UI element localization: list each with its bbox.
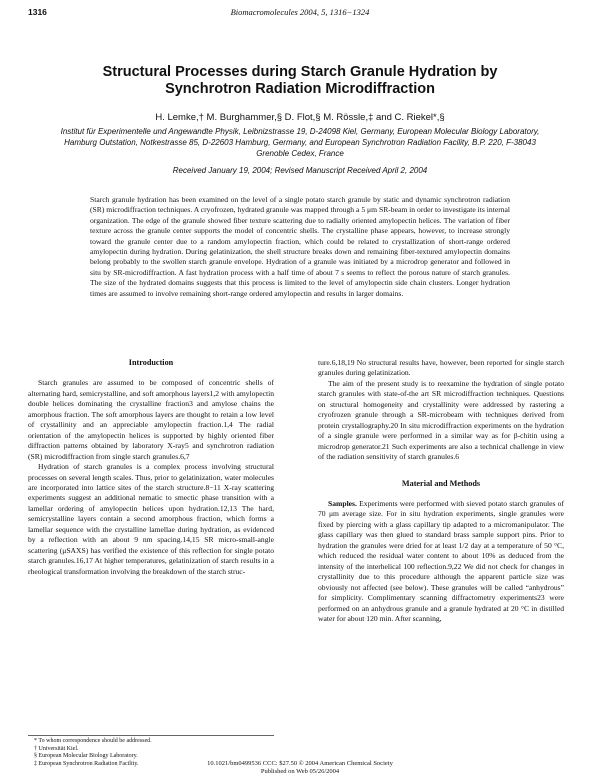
- samples-text: Experiments were performed with sieved potato starch granules of 70 μm average size. For in situ hydration experiments, single granules were fixed by piercing with a glass capillary tip adapted to a micromanipulator. The glass capillary was then glued to standard brass sample support pins. Prior to hydration the granules were dried for at least 1/2 day at a temperature of 50 °C, which reduced the residual water content to about 10% as deduced from the intensity of the interhelical 100 reflection.9,22 We did not check for changes in crystallinity due to this procedure although the apparent particle size was obviously not affected (see below). These granules will be called “anhydrous” for simplicity. Complimentary scanning diffractometry experiments23 were performed on an anhydrous granule and a granule hydrated at 20 °C in distilled water for about 120 min. After scanning,: [318, 498, 565, 623]
- article-title: Structural Processes during Starch Granule Hydration by Synchrotron Radiation Microdiffraction: [102, 64, 498, 97]
- footnote: † Universität Kiel.: [34, 745, 79, 752]
- footnote: § European Molecular Biology Laboratory.: [34, 753, 138, 760]
- left-column: [28, 358, 274, 577]
- paragraph: Starch granules are assumed to be composed of concentric shells of alternating hard, semicrystalline, and soft amorphous layers1,2 with amylopectin double helices dominating the crystalline fraction3 and amylose chains the amorphous fraction. The soft amorphous layers are thought to retain a low level of crystallinity and an appreciable amylopectin fraction.1,4 The radial orientation of the amylopectin helices is supported by highly oriented fiber diffraction patterns obtained by laboratory X-ray5 and synchrotron radiation (SR) microdiffraction from single starch granules.6,7: [28, 378, 274, 461]
- abstract: Starch granule hydration has been examined on the level of a single potato starch granule by static and dynamic synchrotron radiation (SR) microdiffraction techniques. A cryofrozen, hydrated granule was mapped through a 5 μm SR-beam in order to investigate its internal organization. The edge of the granule showed fiber texture scattering due to radially oriented amylopectin helices. The variation of fiber texture across the granule center supports the model of concentric shells. The crystalline phase appears, however, to increase strongly toward the granule center due to a random amylopectin fraction, which could be related to crystallization of short-range ordered amylopectin during hydration. During gelatinization, the shell structure breaks down and remaining fiber-textured amylopectin domains belong probably to the swollen starch granule envelope. Hydration of a granule was initiated by a microdrop generator and followed in situ by SR-microdiffraction. A fast hydration process with a half time of about 7 s seems to reflect the porous nature of starch granules. The size of the hydrated domains suggests that this process is limited to the level of amylopectin side chain clusters. Longer hydration times are assumed to involve remaining short-range ordered amylopectin and results in larger domains.: [90, 195, 510, 298]
- paragraph: The aim of the present study is to reexamine the hydration of single potato starch granules with state-of-the art SR microdiffraction techniques. Questions on structural homogeneity and crystallinity were addressed by rastering a cryofrozen granule through a SR-microbeam with techniques derived from protein crystallography.20 In situ microdiffraction experiments on the hydration of a single granule were performed in a similar way as for β-chitin using a microdrop generator.21 Such experiments are also a technical challenge in view of the radiation sensitivity of starch granules.6: [318, 378, 564, 462]
- right-column: [318, 358, 564, 624]
- page-number: 1316: [28, 7, 47, 17]
- footnote: * To whom correspondence should be addressed.: [34, 738, 152, 744]
- paragraph: ture.6,18,19 No structural results have, however, been reported for single starch granules during gelatinization.: [318, 358, 564, 378]
- received-dates: Received January 19, 2004; Revised Manuscript Received April 2, 2004: [172, 166, 428, 175]
- run-in-heading-samples: Samples.: [328, 498, 357, 508]
- footnote: ‡ European Synchrotron Radiation Facility.: [34, 760, 139, 767]
- section-heading-methods: Material and Methods: [401, 478, 481, 488]
- journal-header: Biomacromolecules 2004, 5, 1316−1324: [230, 7, 370, 17]
- paragraph-samples: [318, 499, 564, 624]
- author-list: H. Lemke,† M. Burghammer,§ D. Flot,§ M. Rössle,‡ and C. Riekel*,§: [155, 112, 445, 123]
- publication-info: [0, 760, 600, 775]
- affiliations: Institut für Experimentelle und Angewandte Physik, Leibnizstrasse 19, D-24098 Kiel, Germany, European Molecular Biology Laboratory, Hamburg Outstation, Notkestrasse 85, D-22603 Hamburg, Germany, and European Synchrotron Radiation Facility, B.P. 220, F-38043 Grenoble Cedex, France: [60, 127, 540, 158]
- published-date: Published on Web 05/26/2004: [260, 767, 340, 775]
- section-heading-introduction: Introduction: [128, 358, 174, 367]
- paragraph: Hydration of starch granules is a complex process involving structural processes on several length scales. Thus, prior to gelatinization, water molecules are incorporated into lattice sites of the starch structure.8−11 X-ray scattering experiments suggest an additional nematic to smectic phase transition with a lamellar ordering of amylopectin helices upon hydration.12,13 The hard, semicrystalline layers contain a second amorphous fraction, which forms a lamellar sequence with the crystalline lamellae during hydration, as evidenced by a reflection with an about 9 nm spacing.14,15 SR micro-small-angle scattering (μSAXS) has verified the existence of this reflection for single potato starch granules.16,17 At higher temperatures, gelatinization of starch results in a rheological transformation involving the breakdown of the starch struc-: [28, 462, 274, 576]
- doi-line: 10.1021/bm0499536 CCC: $27.50 © 2004 American Chemical Society: [207, 760, 393, 767]
